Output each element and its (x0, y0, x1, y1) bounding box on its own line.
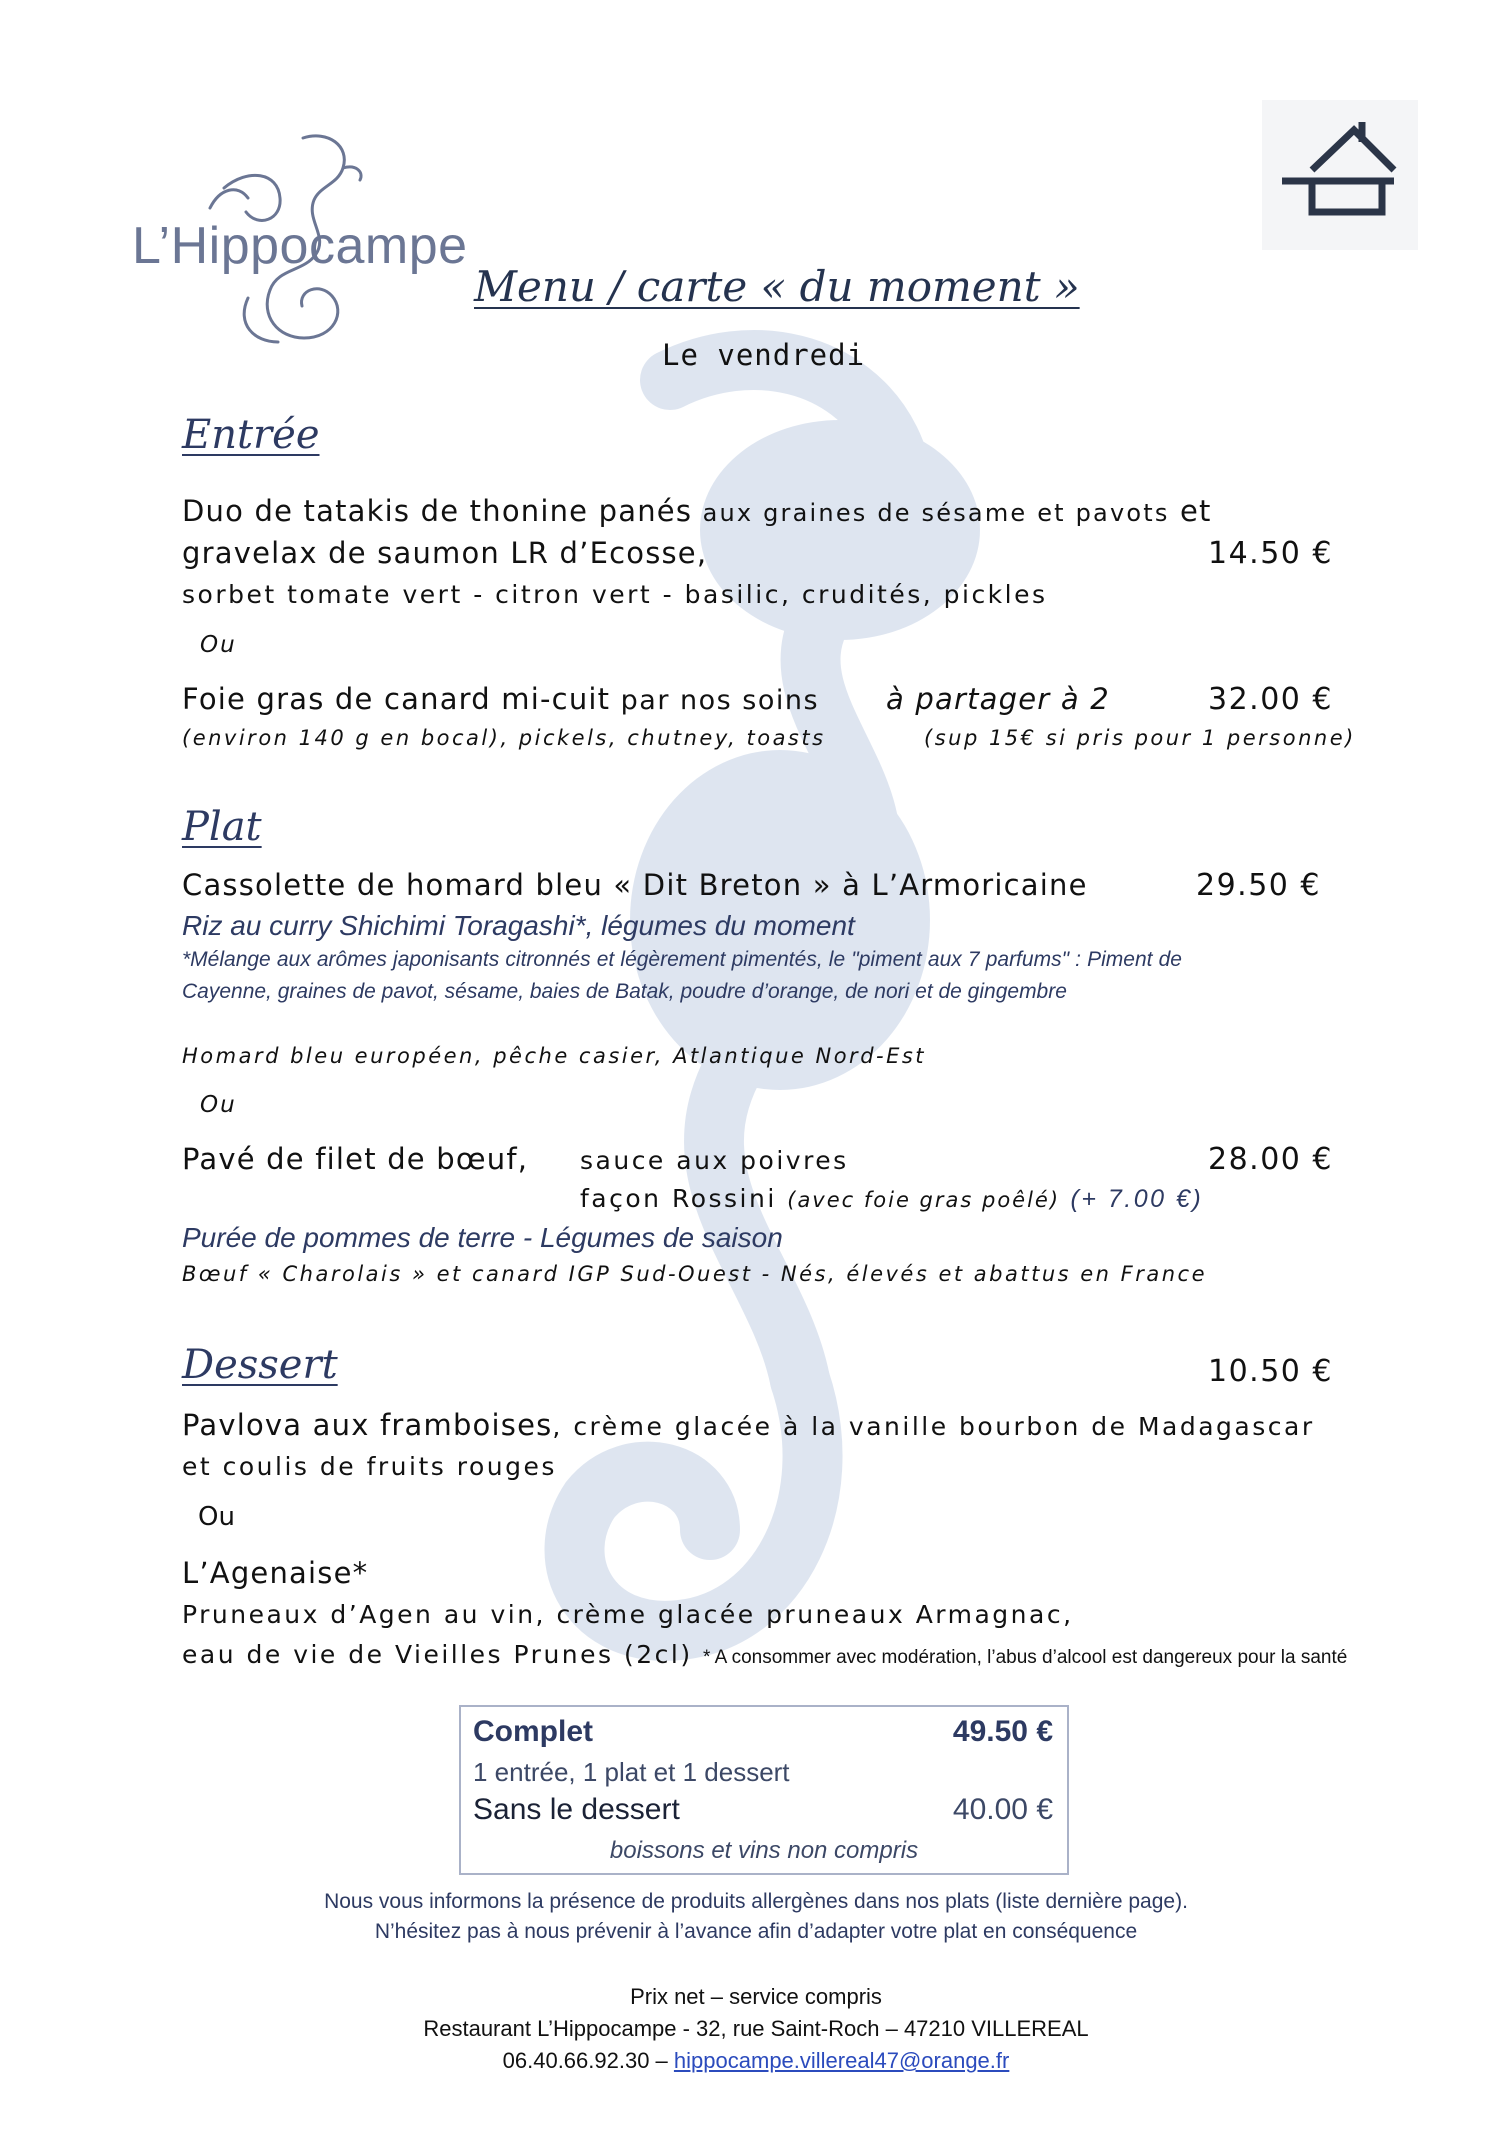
entree-dish1-price: 14.50 € (1208, 536, 1334, 571)
allergens-note-2: N’hésitez pas à nous prévenir à l’avance afin d’adapter votre plat en conséquence (374, 1920, 1138, 1943)
plat-or: Ou (200, 1092, 237, 1118)
dessert-dish1-desc-b: et coulis de fruits rouges (182, 1452, 557, 1481)
address: Restaurant L’Hippocampe - 32, rue Saint-Roch – 47210 VILLEREAL (423, 2016, 1089, 2041)
section-entree-heading: Entrée (182, 412, 320, 458)
plat-dish1-price: 29.50 € (1196, 868, 1322, 903)
dessert-dish1-desc-a: , crème glacée à la vanille bourbon de Madagascar (552, 1412, 1315, 1441)
formula-complet-price: 49.50 € (952, 1715, 1053, 1748)
entree-or: Ou (200, 632, 237, 658)
plat-dish2-option2-extra: (+ 7.00 €) (1070, 1185, 1204, 1213)
dessert-dish2-name: L’Agenaise* (182, 1556, 369, 1590)
plat-dish2-name: Pavé de filet de bœuf, (182, 1142, 529, 1176)
section-dessert-heading: Dessert (182, 1342, 338, 1388)
entree-dish2-share: à partager à 2 (886, 682, 1110, 716)
dessert-dish2-desc-b-line (182, 1640, 1347, 1669)
alcohol-warning: * A consommer avec modération, l’abus d’alcool est dangereux pour la santé (703, 1647, 1348, 1668)
house-icon (1262, 100, 1418, 250)
entree-dish1-line1 (182, 494, 1212, 528)
entree-dish2-desc: (environ 140 g en bocal), pickels, chutney, toasts (182, 726, 826, 750)
dessert-dish1-line1 (182, 1408, 1315, 1442)
plat-dish2-price: 28.00 € (1208, 1142, 1334, 1177)
formula-note: boissons et vins non compris (609, 1837, 919, 1864)
menu-day: Le vendredi (662, 338, 866, 372)
contact-line (0, 2048, 1512, 2074)
plat-dish2-option2-line (580, 1184, 1203, 1214)
dessert-dish2-desc-a: Pruneaux d’Agen au vin, crème glacée pruneaux Armagnac, (182, 1600, 1074, 1629)
entree-dish1-name2: gravelax de saumon LR d’Ecosse, (182, 536, 708, 570)
formula-complet-label: Complet (473, 1715, 593, 1748)
menu-title: Menu / carte « du moment » (474, 262, 1080, 311)
plat-dish1-side: Riz au curry Shichimi Toragashi*, légumes du moment (182, 910, 855, 941)
dessert-price: 10.50 € (1208, 1354, 1334, 1389)
plat-dish1-origin: Homard bleu européen, pêche casier, Atlantique Nord-Est (182, 1044, 927, 1068)
phone: 06.40.66.92.30 – (502, 2048, 668, 2073)
plat-dish2-side: Purée de pommes de terre - Légumes de saison (182, 1222, 783, 1253)
allergens-note-1: Nous vous informons la présence de produits allergènes dans nos plats (liste dernière page). (324, 1890, 1188, 1913)
logo-wordmark: L’Hippocampe (132, 217, 468, 275)
section-plat-heading: Plat (182, 804, 262, 850)
formula-sans-price: 40.00 € (952, 1793, 1053, 1826)
entree-dish1-name: Duo de tatakis de thonine panés (182, 494, 693, 528)
formula-sans-label: Sans le dessert (473, 1793, 680, 1826)
prix-net: Prix net – service compris (630, 1984, 882, 2009)
dessert-dish2-desc-b: eau de vie de Vieilles Prunes (2cl) (182, 1640, 693, 1669)
entree-dish2-price: 32.00 € (1208, 682, 1334, 717)
plat-dish2-origin: Bœuf « Charolais » et canard IGP Sud-Ouest - Nés, élevés et abattus en France (182, 1262, 1208, 1286)
restaurant-logo (128, 128, 508, 348)
dessert-dish1-name: Pavlova aux framboises (182, 1408, 553, 1442)
plat-dish2-option2-detail: (avec foie gras poêlé) (787, 1188, 1061, 1212)
entree-dish2-detail: par nos soins (620, 685, 820, 716)
formula-box (459, 1705, 1069, 1875)
entree-dish1-conj: et (1179, 494, 1212, 528)
entree-dish1-detail: aux graines de sésame et pavots (702, 499, 1170, 527)
email-link[interactable]: hippocampe.villereal47@orange.fr (673, 2048, 1010, 2073)
entree-dish2-supplement: (sup 15€ si pris pour 1 personne) (924, 726, 1356, 750)
plat-dish2-option1: sauce aux poivres (580, 1146, 849, 1175)
formula-complet-desc: 1 entrée, 1 plat et 1 dessert (473, 1757, 790, 1787)
dessert-or: Ou (198, 1502, 235, 1532)
plat-dish1-name: Cassolette de homard bleu « Dit Breton » à L’Armoricaine (182, 868, 1088, 902)
entree-dish1-desc: sorbet tomate vert - citron vert - basilic, crudités, pickles (182, 580, 1048, 609)
house-logo (1262, 100, 1418, 250)
plat-dish2-option2: façon Rossini (580, 1184, 777, 1213)
entree-dish2-line (182, 682, 819, 716)
entree-dish2-name: Foie gras de canard mi-cuit (182, 682, 611, 716)
plat-dish1-note: *Mélange aux arômes japonisants citronnés et légèrement pimentés, le "piment aux 7 parfums" : Piment de Cayenne, graines de pavot, sésame, baies de Batak, poudre d’orange, de nori et de gingembre (182, 948, 1182, 1003)
